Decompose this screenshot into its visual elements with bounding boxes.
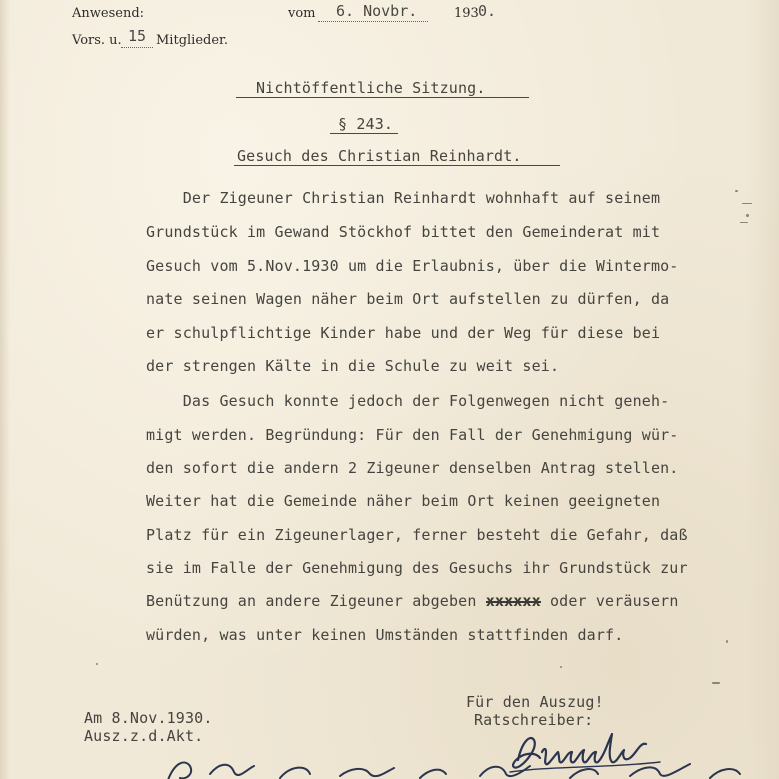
body-line: nate seinen Wagen näher beim Ort aufstellen zu dürfen, da [146, 290, 670, 308]
subject-heading-underline [234, 165, 560, 166]
footer-extract-note: Ausz.z.d.Akt. [84, 727, 204, 745]
paper-mark [735, 190, 738, 192]
extract-label: Für den Auszug! [466, 693, 604, 711]
body-line: Das Gesuch konnte jedoch der Folgenwegen nicht geneh- [146, 392, 670, 410]
body-line-with-strikeout [146, 592, 679, 610]
body-text-before-strikeout: Benützung an andere Zigeuner abgeben [146, 592, 486, 610]
paper-mark [726, 640, 728, 643]
members-suffix: Mitglieder. [156, 33, 228, 48]
paper-mark [742, 203, 752, 204]
body-line: Weiter hat die Gemeinde näher beim Ort keinen geeigneten [146, 492, 661, 510]
date-day-month: 6. Novbr. [336, 2, 418, 20]
body-line: der strengen Kälte in die Schule zu weit sei. [146, 357, 560, 375]
body-line: den sofort die andern 2 Zigeuner denselben Antrag stellen. [146, 459, 679, 477]
date-year-typed: 0. [478, 2, 497, 20]
body-line: sie im Falle der Genehmigung des Gesuchs ihr Grundstück zur [146, 559, 688, 577]
paper-shadow-left [0, 0, 10, 779]
paper-mark [96, 663, 98, 665]
body-line: Platz für ein Zigeunerlager, ferner besteht die Gefahr, daß [146, 526, 688, 544]
handwritten-scribble [150, 752, 750, 779]
paper-mark [560, 666, 562, 668]
body-line: Grundstück im Gewand Stöckhof bittet den Gemeinderat mit [146, 223, 661, 241]
date-dotline [318, 21, 428, 22]
body-line: migt werden. Begründung: Für den Fall der Genehmigung wür- [146, 426, 679, 444]
paper-mark [712, 682, 720, 684]
footer-date: Am 8.Nov.1930. [84, 709, 213, 727]
subject-heading: Gesuch des Christian Reinhardt. [237, 147, 522, 165]
paper-mark [740, 222, 748, 223]
body-line: Gesuch vom 5.Nov.1930 um die Erlaubnis, über die Wintermo- [146, 257, 679, 275]
body-line: Der Zigeuner Christian Reinhardt wohnhaft auf seinem [146, 189, 661, 207]
paragraph-number: § 243. [338, 115, 394, 133]
members-prefix: Vors. u. [72, 33, 122, 48]
paper-mark [746, 214, 749, 217]
body-text-after-strikeout: oder veräusern [540, 592, 679, 610]
date-year-printed: 193 [454, 6, 479, 21]
session-heading: Nichtöffentliche Sitzung. [256, 79, 486, 97]
present-label: Anwesend: [72, 6, 145, 21]
date-prefix: vom [288, 6, 316, 21]
struck-out-word: xxxxxx [485, 592, 541, 610]
paper-shadow-right [745, 0, 779, 779]
body-line: er schulpflichtige Kinder habe und der Weg für diese bei [146, 324, 661, 342]
members-dotline [121, 47, 153, 48]
body-line: würden, was unter keinen Umständen stattfinden darf. [146, 626, 624, 644]
session-heading-underline [236, 97, 529, 98]
clerk-label: Ratschreiber: [474, 711, 594, 729]
paragraph-number-underline [330, 133, 398, 134]
members-count: 15 [128, 27, 147, 45]
